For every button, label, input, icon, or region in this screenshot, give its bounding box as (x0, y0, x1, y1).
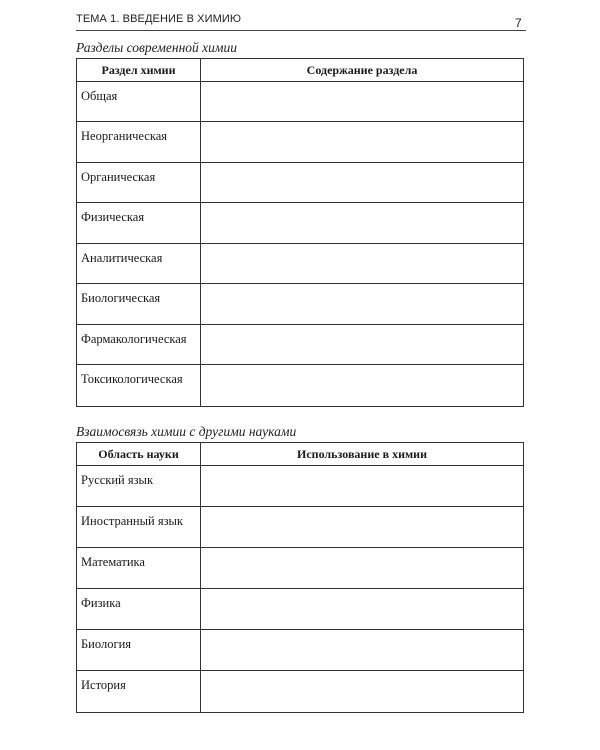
table-row (77, 82, 524, 122)
related-sciences-table (76, 442, 524, 713)
branch-name: Токсикологическая (77, 365, 201, 407)
column-header-branch: Раздел химии (77, 59, 201, 82)
table-row (77, 671, 524, 713)
table-header-row (77, 59, 524, 82)
table-row (77, 244, 524, 284)
science-name: История (77, 671, 201, 713)
page-number: 7 (515, 16, 522, 30)
column-header-field: Область науки (77, 443, 201, 466)
answer-cell[interactable] (201, 365, 524, 407)
table-row (77, 507, 524, 548)
branch-name: Физическая (77, 203, 201, 244)
answer-cell[interactable] (201, 325, 524, 365)
science-name: Физика (77, 589, 201, 630)
table-row (77, 203, 524, 244)
answer-cell[interactable] (201, 244, 524, 284)
branch-name: Общая (77, 82, 201, 122)
answer-cell[interactable] (201, 163, 524, 203)
table-row (77, 163, 524, 203)
branch-name: Органическая (77, 163, 201, 203)
answer-cell[interactable] (201, 589, 524, 630)
answer-cell[interactable] (201, 284, 524, 325)
branch-name: Аналитическая (77, 244, 201, 284)
science-name: Биология (77, 630, 201, 671)
table-row (77, 630, 524, 671)
table1-caption: Разделы современной химии (76, 40, 238, 55)
running-header (76, 10, 526, 31)
answer-cell[interactable] (201, 122, 524, 163)
branch-name: Биологическая (77, 284, 201, 325)
table-row (77, 589, 524, 630)
column-header-usage: Использование в химии (201, 443, 524, 466)
table-row (77, 325, 524, 365)
answer-cell[interactable] (201, 507, 524, 548)
column-header-content: Содержание раздела (201, 59, 524, 82)
running-header-title: ТЕМА 1. ВВЕДЕНИЕ В ХИМИЮ (76, 13, 242, 25)
answer-cell[interactable] (201, 671, 524, 713)
science-name: Русский язык (77, 466, 201, 507)
science-name: Иностранный язык (77, 507, 201, 548)
answer-cell[interactable] (201, 630, 524, 671)
answer-cell[interactable] (201, 82, 524, 122)
branch-name: Неорганическая (77, 122, 201, 163)
table-row (77, 466, 524, 507)
science-name: Математика (77, 548, 201, 589)
table-row (77, 548, 524, 589)
branch-name: Фармакологическая (77, 325, 201, 365)
table2-caption: Взаимосвязь химии с другими науками (76, 424, 297, 439)
answer-cell[interactable] (201, 548, 524, 589)
answer-cell[interactable] (201, 203, 524, 244)
table-row (77, 122, 524, 163)
chemistry-branches-table (76, 58, 524, 407)
table-header-row (77, 443, 524, 466)
answer-cell[interactable] (201, 466, 524, 507)
table-row (77, 284, 524, 325)
table-row (77, 365, 524, 407)
